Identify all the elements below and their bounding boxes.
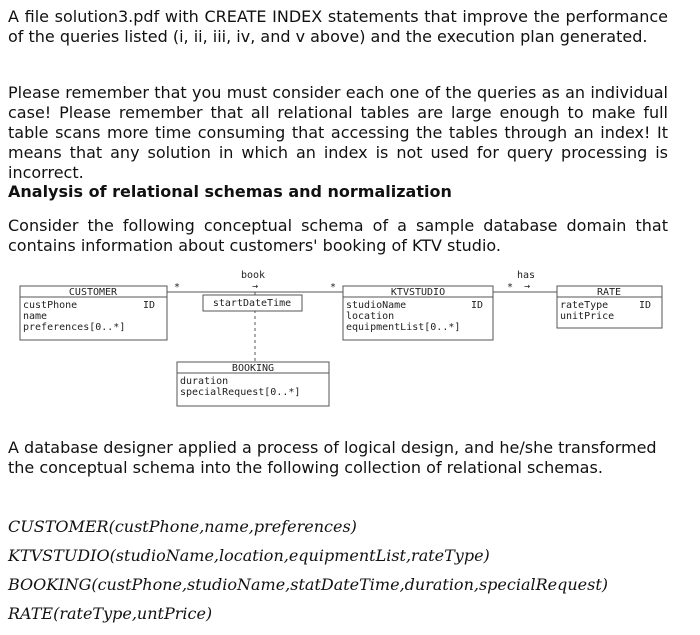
customer-attr-name: name [23, 311, 48, 322]
book-direction-arrow-icon: → [251, 281, 259, 292]
schema-booking: BOOKING(custPhone,studioName,statDateTime,duration,specialRequest) [8, 575, 609, 594]
has-multiplicity: * [507, 282, 514, 293]
book-right-multiplicity: * [330, 282, 337, 293]
reminder-paragraph: Please remember that you must consider each one of the queries as an individual case! Please remember that all relational tables are large enough to make full table scans more time consuming that accessing the tables through an index! It means that any solution in which an index is not used for query processing is incorrect. [8, 83, 668, 182]
designer-paragraph: A database designer applied a process of logical design, and he/she transformed the conceptual schema into the following collection of relational schemas. [8, 438, 657, 477]
intro-paragraph: A file solution3.pdf with CREATE INDEX statements that improve the performance of the queries listed (i, ii, iii, iv, and v above) and the execution plan generated. [8, 7, 668, 46]
customer-attr-id-key: ID [143, 300, 156, 311]
schema-rate: RATE(rateType,untPrice) [8, 604, 213, 623]
ktvstudio-class-name: KTVSTUDIO [390, 287, 446, 298]
book-attr-startdatetime: startDateTime [212, 298, 292, 309]
conceptual-schema-diagram [0, 262, 700, 412]
has-direction-arrow-icon: → [523, 281, 531, 292]
book-association-attribute-box [203, 295, 302, 311]
ktvstudio-attr-id-key: ID [471, 300, 484, 311]
booking-class-name: BOOKING [231, 363, 275, 374]
section-heading: Analysis of relational schemas and normalization [8, 182, 452, 201]
relational-schema-list [8, 512, 688, 628]
customer-class-box [20, 286, 167, 340]
ktvstudio-attr-location: location [346, 311, 395, 322]
rate-class-box [557, 286, 662, 328]
booking-class-box [177, 362, 329, 406]
booking-attr-specialrequest: specialRequest[0..*] [180, 387, 301, 398]
ktvstudio-class-box [343, 286, 493, 340]
ktvstudio-attr-studioname: studioName [346, 300, 407, 311]
rate-class-name: RATE [596, 287, 622, 298]
ktvstudio-attr-equipmentlist: equipmentList[0..*] [346, 322, 461, 333]
schema-customer: CUSTOMER(custPhone,name,preferences) [8, 517, 357, 536]
customer-class-name: CUSTOMER [68, 287, 118, 298]
customer-attr-preferences: preferences[0..*] [23, 322, 126, 333]
consider-paragraph: Consider the following conceptual schema of a sample database domain that contains information about customers' booking of KTV studio. [8, 216, 668, 255]
schema-ktvstudio: KTVSTUDIO(studioName,location,equipmentList,rateType) [8, 546, 490, 565]
customer-attr-custphone: custPhone [23, 300, 78, 311]
book-left-multiplicity: * [174, 282, 181, 293]
booking-attr-duration: duration [180, 376, 229, 387]
book-label: book [240, 270, 266, 281]
rate-attr-id-key: ID [639, 300, 652, 311]
rate-attr-unitprice: unitPrice [560, 311, 615, 322]
rate-attr-ratetype: rateType [560, 300, 609, 311]
has-label: has [516, 270, 536, 281]
